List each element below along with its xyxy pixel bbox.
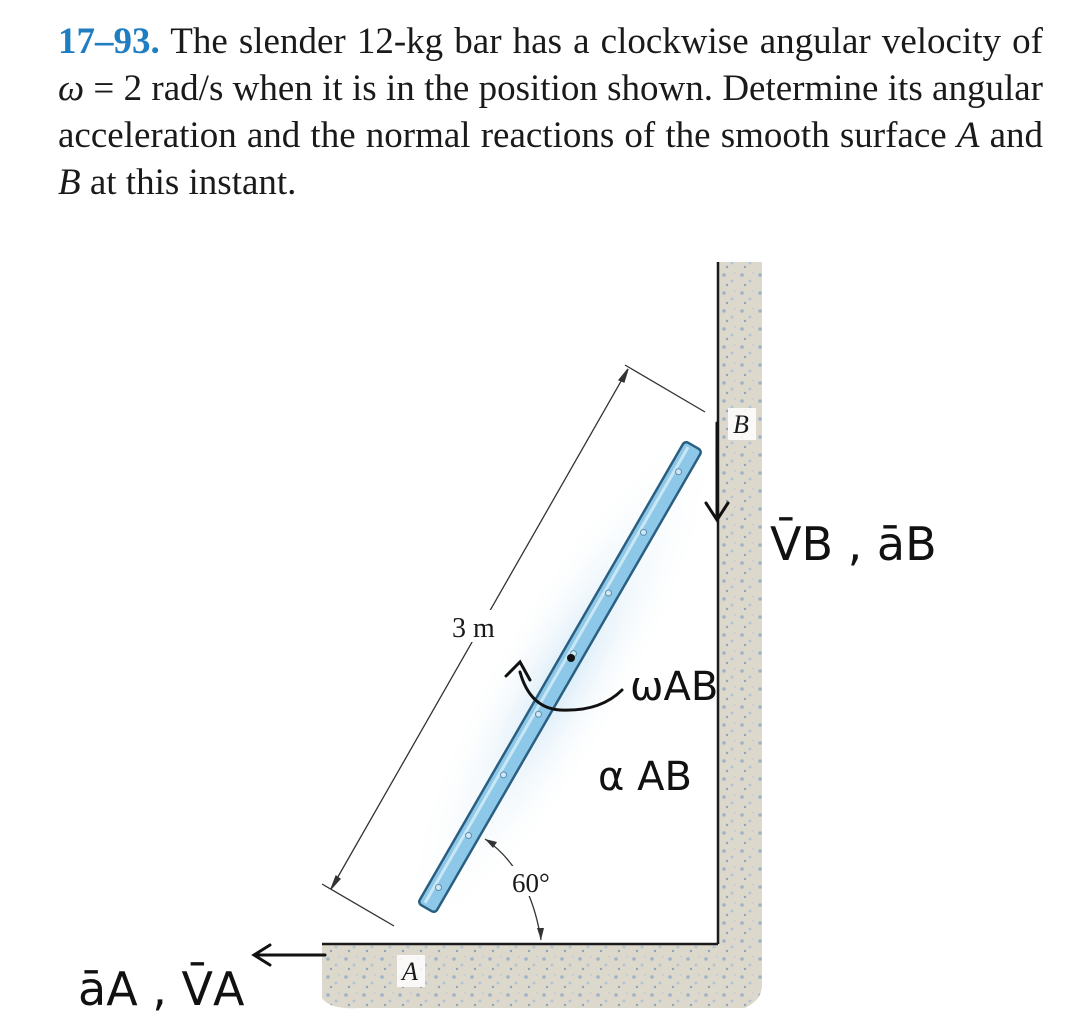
angle-label: 60° [512, 868, 550, 898]
length-label: 3 m [452, 613, 495, 644]
surface-a-label: A [956, 115, 980, 156]
problem-line-4a: of the smooth surface [624, 115, 957, 156]
point-b-label: B [733, 410, 749, 439]
problem-number: 17–93. [58, 21, 160, 62]
alpha-ab-note: α AB [598, 754, 692, 800]
surface-b-label: B [58, 162, 81, 203]
aa-va-note: āA , V̄A [78, 962, 245, 1016]
vb-ab-note: V̄B , āB [770, 517, 937, 571]
problem-line-4b: and [979, 115, 1043, 156]
omega-ab-note: ωAB [630, 664, 719, 710]
angle-arrow-bottom [537, 928, 544, 940]
omega-symbol: ω [58, 68, 85, 109]
arrow-left-icon [254, 945, 325, 965]
problem-line-3: Determine its angular acceleration and the normal reactions [58, 68, 1043, 156]
problem-line-2b: = 2 rad/s when it is in the position shown. [84, 68, 713, 109]
problem-line-1: The slender 12-kg bar has a clockwise angular [170, 21, 871, 62]
centre-dot [567, 654, 575, 662]
problem-line-2a: velocity of [881, 21, 1043, 62]
point-a-label: A [402, 957, 418, 986]
problem-line-4c: at this instant. [80, 162, 297, 203]
